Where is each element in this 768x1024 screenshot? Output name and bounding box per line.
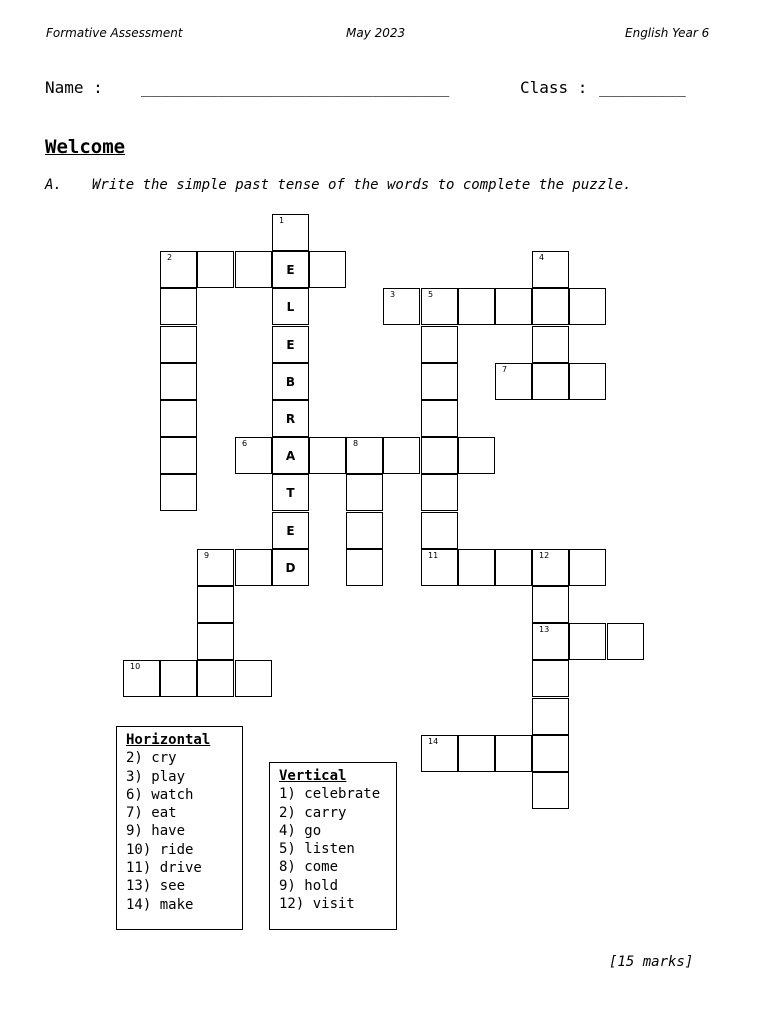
crossword-cell[interactable] [532, 772, 569, 809]
cell-letter: E [286, 523, 295, 538]
clue-item: 6) watch [126, 786, 194, 803]
clue-item: 9) have [126, 823, 186, 840]
crossword-cell[interactable] [383, 437, 420, 474]
cell-letter: D [285, 560, 296, 575]
clue-number: 13 [539, 625, 550, 634]
crossword-cell[interactable] [532, 660, 569, 697]
crossword-cell[interactable] [532, 549, 569, 586]
crossword-cell[interactable] [272, 214, 309, 251]
crossword-cell[interactable] [160, 326, 197, 363]
vertical-clues-box [269, 762, 397, 930]
crossword-cell[interactable] [309, 251, 346, 288]
crossword-cell[interactable] [458, 437, 495, 474]
crossword-cell[interactable] [495, 363, 532, 400]
crossword-cell[interactable] [235, 660, 272, 697]
clue-item: 1) celebrate [279, 786, 381, 803]
page-title: Welcome [45, 136, 126, 158]
clue-item: 5) listen [279, 841, 355, 858]
crossword-cell[interactable] [607, 623, 644, 660]
clue-item: 13) see [126, 878, 186, 895]
crossword-cell[interactable] [160, 251, 197, 288]
header-right: English Year 6 [625, 26, 710, 40]
crossword-cell[interactable] [160, 288, 197, 325]
crossword-cell[interactable] [272, 288, 309, 325]
crossword-cell[interactable] [383, 288, 420, 325]
clue-number: 14 [428, 737, 439, 746]
crossword-cell[interactable] [235, 251, 272, 288]
clue-item: 7) eat [126, 805, 177, 822]
cell-letter: R [285, 411, 296, 426]
cell-letter: E [286, 337, 295, 352]
crossword-cell[interactable] [532, 698, 569, 735]
clue-item: 8) come [279, 859, 339, 876]
crossword-cell[interactable] [495, 549, 532, 586]
crossword-cell[interactable] [421, 735, 458, 772]
crossword-cell[interactable] [197, 251, 234, 288]
crossword-cell[interactable] [421, 326, 458, 363]
clue-item: 2) cry [126, 750, 177, 767]
crossword-cell[interactable] [569, 623, 606, 660]
crossword-cell[interactable] [532, 251, 569, 288]
crossword-cell[interactable] [123, 660, 160, 697]
crossword-cell[interactable] [160, 474, 197, 511]
total-marks: [15 marks] [609, 954, 694, 970]
clue-item: 2) carry [279, 804, 347, 821]
crossword-cell[interactable] [309, 437, 346, 474]
crossword-cell[interactable] [532, 735, 569, 772]
clue-number: 12 [539, 551, 550, 560]
cell-letter: B [285, 374, 296, 389]
cell-letter: E [286, 262, 295, 277]
clue-number: 11 [428, 551, 439, 560]
clue-item: 3) play [126, 768, 186, 785]
crossword-cell[interactable] [421, 512, 458, 549]
crossword-cell[interactable] [346, 437, 383, 474]
cell-letter: T [286, 485, 295, 500]
crossword-cell[interactable] [235, 549, 272, 586]
crossword-cell[interactable] [197, 586, 234, 623]
crossword-cell[interactable] [272, 549, 309, 586]
crossword-cell[interactable] [346, 549, 383, 586]
crossword-cell[interactable] [272, 326, 309, 363]
crossword-cell[interactable] [458, 288, 495, 325]
header-center: May 2023 [346, 26, 406, 40]
crossword-cell[interactable] [569, 549, 606, 586]
crossword-cell[interactable] [272, 400, 309, 437]
clue-item: 14) make [126, 896, 194, 913]
clue-number: 10 [130, 662, 141, 671]
crossword-cell[interactable] [421, 437, 458, 474]
clue-number: 6 [242, 439, 248, 448]
crossword-cell[interactable] [532, 623, 569, 660]
name-label: Name : [45, 78, 103, 97]
crossword-cell[interactable] [197, 623, 234, 660]
class-label: Class : [520, 78, 588, 97]
crossword-cell[interactable] [272, 474, 309, 511]
crossword-cell[interactable] [235, 437, 272, 474]
crossword-cell[interactable] [569, 363, 606, 400]
crossword-cell[interactable] [569, 288, 606, 325]
clue-number: 8 [353, 439, 359, 448]
crossword-cell[interactable] [495, 735, 532, 772]
crossword-cell[interactable] [458, 549, 495, 586]
crossword-cell[interactable] [160, 400, 197, 437]
clue-item: 9) hold [279, 877, 339, 894]
crossword-cell[interactable] [346, 474, 383, 511]
clue-number: 2 [167, 253, 173, 262]
crossword-cell[interactable] [421, 549, 458, 586]
crossword-cell[interactable] [197, 660, 234, 697]
vertical-heading: Vertical [279, 768, 347, 784]
crossword-cell[interactable] [532, 288, 569, 325]
crossword-cell[interactable] [197, 549, 234, 586]
horizontal-clues-box [116, 726, 243, 930]
clue-item: 11) drive [126, 860, 202, 877]
clue-number: 3 [390, 290, 396, 299]
crossword-cell[interactable] [532, 326, 569, 363]
crossword-cell[interactable] [532, 586, 569, 623]
crossword-cell[interactable] [421, 363, 458, 400]
name-blank: ________________________________ [141, 78, 450, 97]
clue-number: 9 [204, 551, 210, 560]
crossword-cell[interactable] [160, 363, 197, 400]
clue-number: 1 [279, 216, 285, 225]
horizontal-heading: Horizontal [126, 732, 211, 748]
crossword-cell[interactable] [272, 512, 309, 549]
header-left: Formative Assessment [46, 26, 183, 40]
crossword-cell[interactable] [421, 474, 458, 511]
crossword-cell[interactable] [160, 660, 197, 697]
crossword-cell[interactable] [421, 400, 458, 437]
crossword-cell[interactable] [272, 437, 309, 474]
crossword-cell[interactable] [272, 363, 309, 400]
crossword-cell[interactable] [272, 251, 309, 288]
crossword-cell[interactable] [346, 512, 383, 549]
crossword-cell[interactable] [495, 288, 532, 325]
cell-letter: A [285, 448, 296, 463]
clue-number: 4 [539, 253, 545, 262]
instruction-marker: A. [45, 177, 62, 193]
crossword-cell[interactable] [532, 363, 569, 400]
clue-number: 5 [428, 290, 434, 299]
crossword-cell[interactable] [421, 288, 458, 325]
crossword-cell[interactable] [160, 437, 197, 474]
instruction-text: Write the simple past tense of the words to complete the puzzle. [92, 177, 632, 193]
crossword-cell[interactable] [458, 735, 495, 772]
class-blank: _________ [599, 78, 686, 97]
clue-item: 10) ride [126, 841, 194, 858]
clue-item: 12) visit [279, 896, 355, 913]
cell-letter: L [286, 299, 295, 314]
clue-number: 7 [502, 365, 508, 374]
clue-item: 4) go [279, 822, 322, 839]
